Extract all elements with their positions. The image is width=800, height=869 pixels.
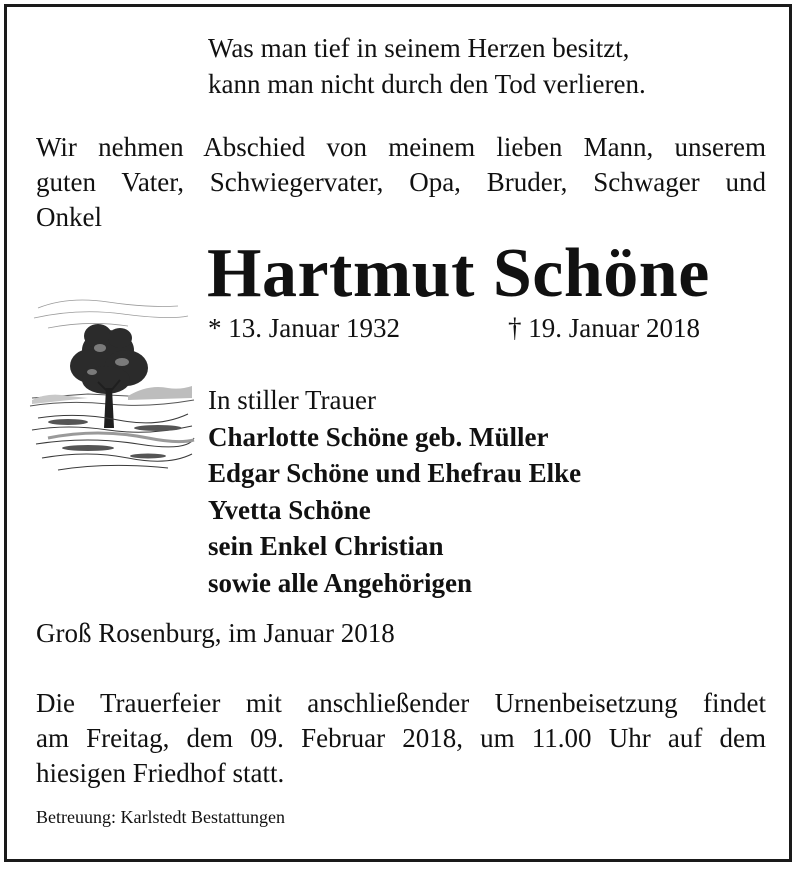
mourner-name: sein Enkel Christian (208, 531, 444, 561)
death-date: † 19. Januar 2018 (508, 313, 700, 343)
funeral-home-credit: Betreuung: Karlstedt Bestattungen (36, 807, 285, 827)
mourner-name: Charlotte Schöne geb. Müller (208, 421, 549, 452)
tree-landscape-icon (28, 288, 196, 478)
motto-line-1: Was man tief in seinem Herzen besitzt, (208, 33, 630, 63)
farewell-intro (36, 130, 766, 235)
deceased-name: Hartmut Schöne (207, 235, 710, 312)
place-and-date: Groß Rosenburg, im Januar 2018 (36, 618, 395, 648)
mourner-name: Edgar Schöne und Ehefrau Elke (208, 458, 582, 488)
mourner-name: Yvetta Schöne (208, 494, 371, 525)
motto-line-2: kann man nicht durch den Tod verlieren. (208, 69, 646, 99)
mourning-lead: In stiller Trauer (208, 385, 376, 415)
intro-line-3: Onkel (36, 202, 102, 232)
service-line-1: Die Trauerfeier mit anschließender Urnenbeisetzung findet (36, 688, 766, 718)
mourners-block (208, 382, 581, 601)
intro-line-2: guten Vater, Schwiegervater, Opa, Bruder, Schwager und (36, 167, 766, 197)
service-line-3: hiesigen Friedhof statt. (36, 758, 285, 788)
mourner-name: sowie alle Angehörigen (208, 567, 472, 598)
birth-date: * 13. Januar 1932 (208, 313, 400, 343)
motto-quote (208, 30, 646, 102)
service-line-2: am Freitag, dem 09. Februar 2018, um 11.00 Uhr auf dem (36, 723, 766, 753)
intro-line-1: Wir nehmen Abschied von meinem lieben Mann, unserem (36, 132, 766, 162)
funeral-service-info (36, 686, 766, 791)
